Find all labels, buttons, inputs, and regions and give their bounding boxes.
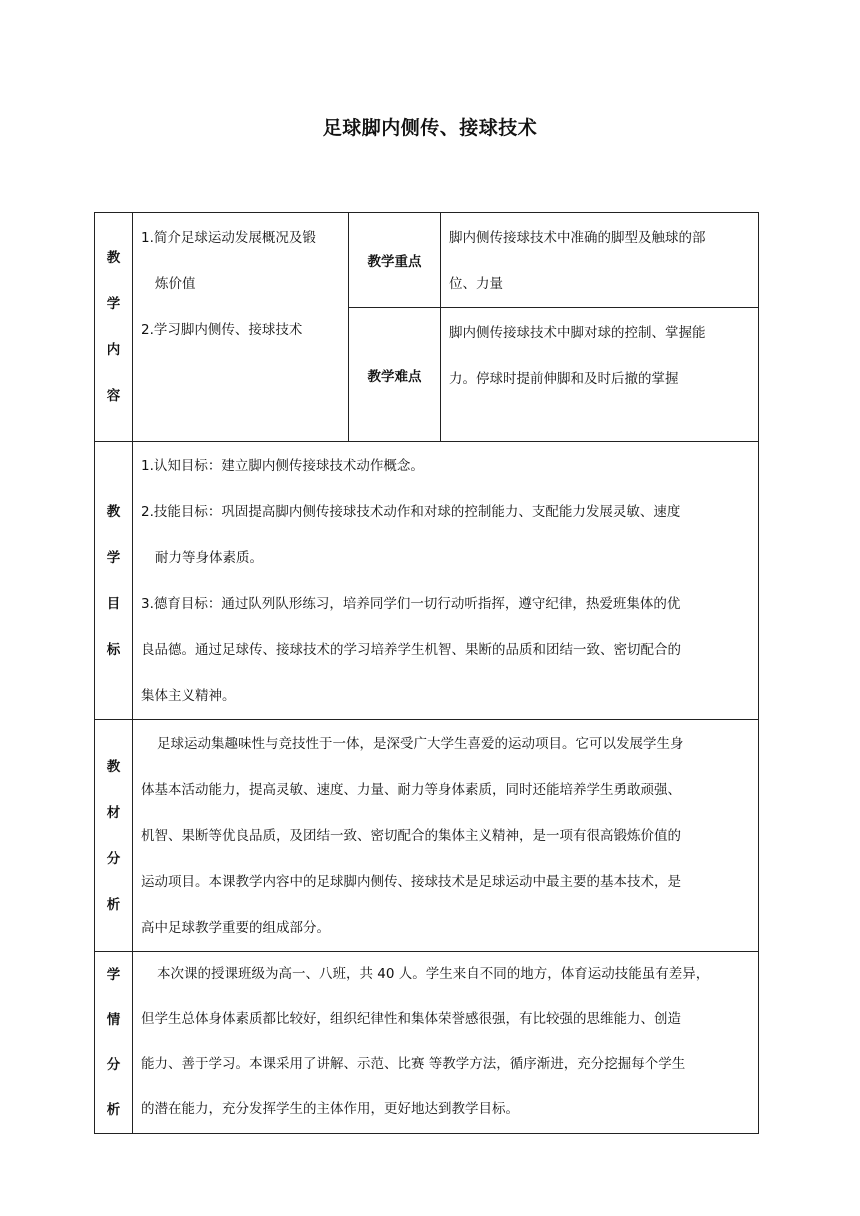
student-line: 能力、善于学习。本课采用了讲解、示范、比赛 等教学方法，循序渐进，充分挖掘每个学生: [141, 1056, 686, 1072]
difficulty-text: [441, 308, 759, 442]
key-point-line: 位、力量: [449, 276, 503, 292]
difficulty-line: 脚内侧传接球技术中脚对球的控制、掌握能: [449, 325, 706, 341]
row-materials: [95, 720, 759, 952]
label-char: 教: [106, 503, 121, 520]
row-content-top: [95, 213, 759, 308]
goal-line: 1.认知目标：建立脚内侧传接球技术动作概念。: [141, 458, 424, 474]
label-teaching-goals: [95, 442, 133, 720]
label-char: 内: [106, 342, 121, 358]
goal-line: 3.德育目标：通过队列队形练习，培养同学们一切行动听指挥，遵守纪律，热爱班集体的优: [141, 596, 681, 612]
label-char: 容: [106, 388, 121, 404]
label-char: 分: [106, 850, 121, 867]
difficulty-label: 教学难点: [349, 308, 441, 442]
content-item-2: 2.学习脚内侧传、接球技术: [141, 322, 303, 338]
student-line: 本次课的授课班级为高一、八班，共 40 人。学生来自不同的地方，体育运动技能虽有差异，: [157, 966, 710, 982]
row-students: [95, 952, 759, 1134]
content-items-cell: [133, 213, 349, 442]
label-char: 材: [106, 804, 121, 821]
label-char: 学: [106, 966, 121, 983]
row-goals: [95, 442, 759, 720]
student-line: 的潜在能力，充分发挥学生的主体作用，更好地达到教学目标。: [141, 1101, 519, 1117]
label-char: 析: [106, 1101, 121, 1118]
goal-line: 集体主义精神。: [141, 688, 236, 704]
key-point-label: 教学重点: [349, 213, 441, 308]
material-line: 运动项目。本课教学内容中的足球脚内侧传、接球技术是足球运动中最主要的基本技术，是: [141, 874, 681, 890]
key-point-text: [441, 213, 759, 308]
content-item-1: 1.简介足球运动发展概况及锻: [141, 230, 316, 246]
goal-line: 2.技能目标：巩固提高脚内侧传接球技术动作和对球的控制能力、支配能力发展灵敏、速度: [141, 504, 681, 520]
label-char: 情: [106, 1011, 121, 1028]
label-teaching-content: [95, 213, 133, 442]
students-text: [133, 952, 759, 1134]
document-title: 足球脚内侧传、接球技术: [322, 117, 538, 139]
label-char: 教: [106, 250, 121, 266]
materials-text: [133, 720, 759, 952]
goals-text: [133, 442, 759, 720]
label-char: 教: [106, 758, 121, 775]
label-char: 学: [106, 296, 121, 312]
label-char: 学: [106, 549, 121, 566]
lesson-plan-table: [94, 212, 759, 1134]
label-char: 分: [106, 1056, 121, 1073]
goal-line: 耐力等身体素质。: [155, 550, 263, 566]
label-char: 标: [106, 641, 121, 658]
student-line: 但学生总体身体素质都比较好，组织纪律性和集体荣誉感很强，有比较强的思维能力、创造: [141, 1011, 681, 1027]
label-student-analysis: [95, 952, 133, 1134]
goal-line: 良品德。通过足球传、接球技术的学习培养学生机智、果断的品质和团结一致、密切配合的: [141, 642, 681, 658]
content-item-1-cont: 炼价值: [155, 276, 196, 292]
key-point-line: 脚内侧传接球技术中准确的脚型及触球的部: [449, 230, 706, 246]
difficulty-line: 力。停球时提前伸脚和及时后撤的掌握: [449, 371, 679, 387]
material-line: 机智、果断等优良品质，及团结一致、密切配合的集体主义精神，是一项有很高锻炼价值的: [141, 828, 681, 844]
label-char: 目: [106, 595, 121, 612]
label-material-analysis: [95, 720, 133, 952]
material-line: 高中足球教学重要的组成部分。: [141, 920, 330, 936]
material-line: 足球运动集趣味性与竞技性于一体，是深受广大学生喜爱的运动项目。它可以发展学生身: [157, 736, 684, 752]
material-line: 体基本活动能力，提高灵敏、速度、力量、耐力等身体素质，同时还能培养学生勇敢顽强、: [141, 782, 681, 798]
label-char: 析: [106, 896, 121, 913]
